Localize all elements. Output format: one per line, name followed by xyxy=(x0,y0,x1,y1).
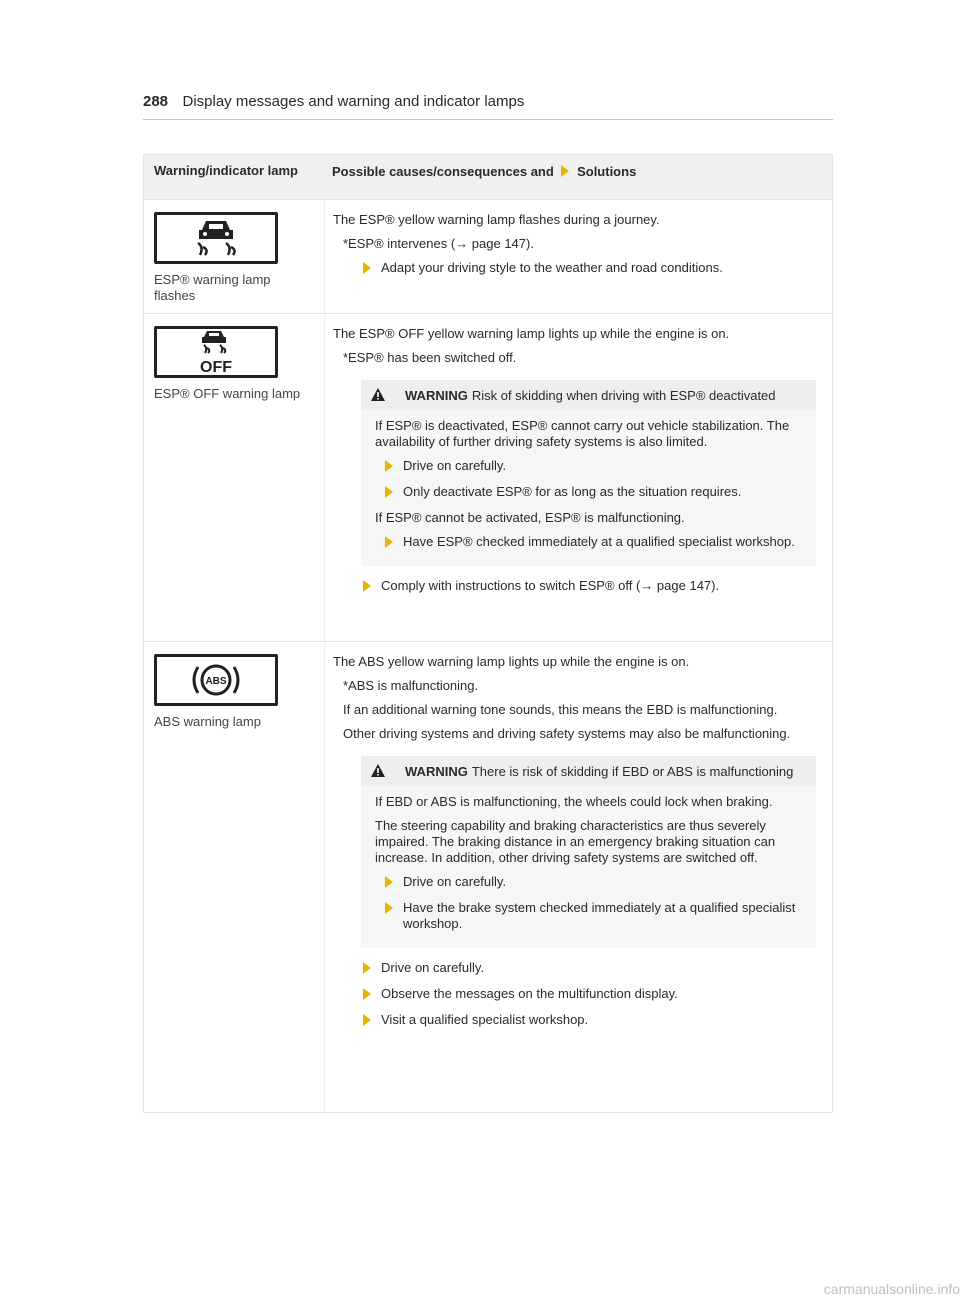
arrow-icon xyxy=(561,165,569,177)
warning-lamp-table xyxy=(143,154,833,1113)
arrow-icon xyxy=(363,962,371,974)
col2-header: Possible causes/consequences and Solutions xyxy=(332,164,637,179)
col1-header: Warning/indicator lamp xyxy=(154,163,298,178)
table-row xyxy=(144,641,832,1112)
warning-body: If EBD or ABS is malfunctioning, the wheels could lock when braking. The steering capability and braking characteristics are thus severely impaired. The braking distance in an emergency braking situation can increase. In addition, other driving safety systems are switched off. Drive on carefully. Have the brake system checked immediately at a qualified specialist workshop. xyxy=(361,786,816,948)
skidding-car-icon xyxy=(186,217,246,259)
watermark: carmanualsonline.info xyxy=(823,1281,960,1297)
page-header xyxy=(143,93,833,120)
arrow-icon xyxy=(363,988,371,1000)
table-row xyxy=(144,199,832,313)
lamp-label: ESP® OFF warning lamp xyxy=(154,386,301,401)
arrow-icon xyxy=(385,902,393,914)
arrow-icon xyxy=(363,262,371,274)
solution-step: Comply with instructions to switch ESP® off (→ page 147). xyxy=(363,578,824,594)
warning-step: Drive on carefully. xyxy=(385,874,806,890)
warning-header: WARNING Risk of skidding when driving with ESP® deactivated xyxy=(361,380,816,410)
arrow-icon xyxy=(385,486,393,498)
warning-triangle-icon xyxy=(371,388,385,401)
esp-off-lamp-icon xyxy=(154,326,278,378)
solution-step: Visit a qualified specialist workshop. xyxy=(363,1012,824,1028)
arrow-icon xyxy=(363,580,371,592)
svg-text:ABS: ABS xyxy=(205,676,227,687)
warning-box xyxy=(361,756,816,948)
warning-box xyxy=(361,380,816,566)
arrow-icon xyxy=(363,1014,371,1026)
svg-text:OFF: OFF xyxy=(200,359,232,375)
esp-lamp-icon xyxy=(154,212,278,264)
table-header xyxy=(144,155,832,199)
arrow-icon xyxy=(385,876,393,888)
arrow-icon xyxy=(385,460,393,472)
solution-step: Drive on carefully. xyxy=(363,960,824,976)
lamp-label: ESP® warning lamp flashes xyxy=(154,272,271,303)
solution-step: Observe the messages on the multifunction display. xyxy=(363,986,824,1002)
warning-header: WARNING There is risk of skidding if EBD or ABS is malfunctioning xyxy=(361,756,816,786)
table-row xyxy=(144,313,832,641)
abs-circle-icon xyxy=(188,659,244,701)
solution-step: Adapt your driving style to the weather and road conditions. xyxy=(363,260,824,276)
warning-step: Only deactivate ESP® for as long as the situation requires. xyxy=(385,484,806,500)
cause-cell: The ESP® OFF yellow warning lamp lights up while the engine is on. *ESP® has been switched off. WARNING Risk of skidding when driving with ESP® deactivated If ESP® is deactivated, ESP® cannot carry out vehicle stabilization. The availability of further driving safety systems is also limited. Drive on carefully. Only deactivate ESP® for as long as the situation requires. If ESP® cannot be activated, ESP® is malfunctioning. Have ESP® checked immediately at a qualified specialist workshop. Comply with instructions to switch ESP® off (→ page 147). xyxy=(324,314,832,641)
warning-triangle-icon xyxy=(371,764,385,777)
lamp-label: ABS warning lamp xyxy=(154,714,261,729)
warning-step: Have ESP® checked immediately at a qualified specialist workshop. xyxy=(385,534,806,550)
lamp-cell xyxy=(144,642,324,1112)
lamp-cell xyxy=(144,314,324,641)
arrow-icon xyxy=(385,536,393,548)
cause-cell: The ABS yellow warning lamp lights up while the engine is on. *ABS is malfunctioning. If an additional warning tone sounds, this means the EBD is malfunctioning. Other driving systems and driving safety systems may also be malfunctioning. WARNING There is risk of skidding if EBD or ABS is malfunctioning If EBD or ABS is malfunctioning, the wheels could lock when braking. The steering capability and braking characteristics are thus severely impaired. The braking distance in an emergency braking situation can increase. In addition, other driving safety systems are switched off. Drive on carefully. Have the brake system checked immediately at a qualified specialist workshop. Drive on carefully. Observe the messages on the multifunction display. Visit a qualified specialist workshop. xyxy=(324,642,832,1112)
warning-step: Drive on carefully. xyxy=(385,458,806,474)
warning-body: If ESP® is deactivated, ESP® cannot carry out vehicle stabilization. The availability of further driving safety systems is also limited. Drive on carefully. Only deactivate ESP® for as long as the situation requires. If ESP® cannot be activated, ESP® is malfunctioning. Have ESP® checked immediately at a qualified specialist workshop. xyxy=(361,410,816,566)
lamp-cell xyxy=(144,200,324,313)
skidding-car-off-icon xyxy=(181,329,251,375)
page-title: Display messages and warning and indicator lamps xyxy=(182,93,525,110)
abs-lamp-icon xyxy=(154,654,278,706)
warning-step: Have the brake system checked immediately at a qualified specialist workshop. xyxy=(385,900,806,932)
cause-cell: The ESP® yellow warning lamp flashes during a journey. *ESP® intervenes (→ page 147). Adapt your driving style to the weather and road conditions. xyxy=(324,200,832,313)
page-number: 288 xyxy=(143,93,169,110)
